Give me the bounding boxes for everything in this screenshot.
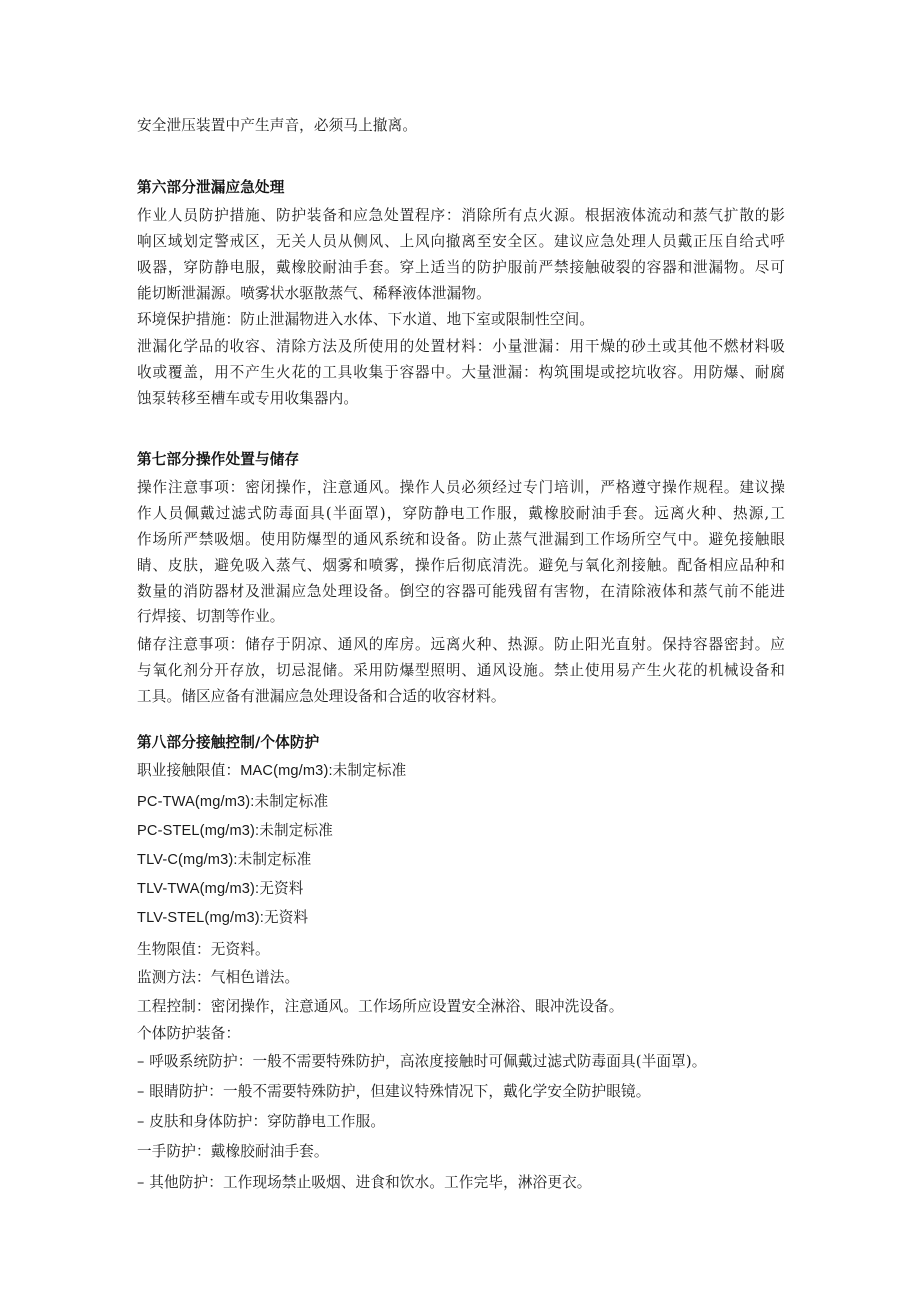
section-7-paragraph-2-line: 与氧化剂分开存放，切忌混储。采用防爆型照明、通风设施。禁止使用易产生火花的机械设备和 [137,662,785,679]
section-6-paragraph-3-line: 泄漏化学品的收容、清除方法及所使用的处置材料：小量泄漏：用干燥的砂土或其他不燃材料吸 [137,338,785,355]
section-6-paragraph-2: 环境保护措施：防止泄漏物进入水体、下水道、地下室或限制性空间。 [137,311,595,328]
ppe-item-hand: 一手防护：戴橡胶耐油手套。 [137,1143,329,1160]
section-7-paragraph-1-line: 数量的消防器材及泄漏应急处理设备。倒空的容器可能残留有害物，在清除液体和蒸气前不能进 [137,583,785,600]
section-7-paragraph-1-line: 睛、皮肤，避免吸入蒸气、烟雾和喷雾，操作后彻底清洗。避免与氧化剂接触。配备相应品种和 [137,557,785,574]
section-7-paragraph-2-line: 工具。储区应备有泄漏应急处理设备和合适的收容材料。 [137,688,506,705]
exposure-limit-tlv-stel: TLV-STEL(mg/m3):无资料 [137,910,309,926]
intro-line: 安全泄压装置中产生声音，必须马上撤离。 [137,117,418,134]
exposure-limit-tlv-c: TLV-C(mg/m3):未制定标准 [137,852,312,868]
section-6-paragraph-1-line: 作业人员防护措施、防护装备和应急处置程序：消除所有点火源。根据液体流动和蒸气扩散的影 [137,207,785,224]
section-7-paragraph-1-line: 作场所严禁吸烟。使用防爆型的通风系统和设备。防止蒸气泄漏到工作场所空气中。避免接触眼 [137,531,785,548]
exposure-limit-tlv-twa: TLV-TWA(mg/m3):无资料 [137,881,304,897]
exposure-limit-mac: 职业接触限值：MAC(mg/m3):未制定标准 [137,763,407,779]
monitoring-method: 监测方法：气相色谱法。 [137,969,300,986]
section-6-paragraph-1-line: 能切断泄漏源。喷雾状水驱散蒸气、稀释液体泄漏物。 [137,285,491,302]
section-7-paragraph-1-line: 行焊接、切割等作业。 [137,608,285,625]
biological-limit: 生物限值：无资料。 [137,941,270,958]
ppe-item-eye: – 眼睛防护：一般不需要特殊防护，但建议特殊情况下，戴化学安全防护眼镜。 [137,1083,651,1100]
section-6-paragraph-3-line: 蚀泵转移至槽车或专用收集器内。 [137,390,359,407]
exposure-limit-pc-stel: PC-STEL(mg/m3):未制定标准 [137,823,333,839]
section-7-paragraph-2-line: 储存注意事项：储存于阴凉、通风的库房。远离火种、热源。防止阳光直射。保持容器密封。应 [137,636,785,653]
engineering-control: 工程控制：密闭操作，注意通风。工作场所应设置安全淋浴、眼冲洗设备。 [137,998,624,1015]
exposure-limit-pc-twa: PC-TWA(mg/m3):未制定标准 [137,794,329,810]
ppe-item-other: – 其他防护：工作现场禁止吸烟、进食和饮水。工作完毕，淋浴更衣。 [137,1174,592,1191]
section-6-paragraph-1-line: 响区域划定警戒区，无关人员从侧风、上风向撤离至安全区。建议应急处理人员戴正压自给式呼 [137,233,785,250]
section-8-title: 第八部分接触控制/个体防护 [137,734,320,751]
section-6-title: 第六部分泄漏应急处理 [137,179,285,196]
section-7-title: 第七部分操作处置与储存 [137,451,300,468]
section-6-paragraph-3-line: 收或覆盖，用不产生火花的工具收集于容器中。大量泄漏：构筑围堤或挖坑收容。用防爆、耐腐 [137,364,785,381]
section-7-paragraph-1-line: 作人员佩戴过滤式防毒面具(半面罩)，穿防静电工作服，戴橡胶耐油手套。远离火种、热源,工 [137,505,785,522]
section-6-paragraph-1-line: 吸器，穿防静电服，戴橡胶耐油手套。穿上适当的防护服前严禁接触破裂的容器和泄漏物。尽可 [137,259,785,276]
section-7-paragraph-1-line: 操作注意事项：密闭操作，注意通风。操作人员必须经过专门培训，严格遵守操作规程。建议操 [137,479,785,496]
ppe-title: 个体防护装备： [137,1025,241,1042]
ppe-item-respiratory: – 呼吸系统防护：一般不需要特殊防护，高浓度接触时可佩戴过滤式防毒面具(半面罩)。 [137,1053,707,1070]
ppe-item-skin-body: – 皮肤和身体防护：穿防静电工作服。 [137,1113,386,1130]
